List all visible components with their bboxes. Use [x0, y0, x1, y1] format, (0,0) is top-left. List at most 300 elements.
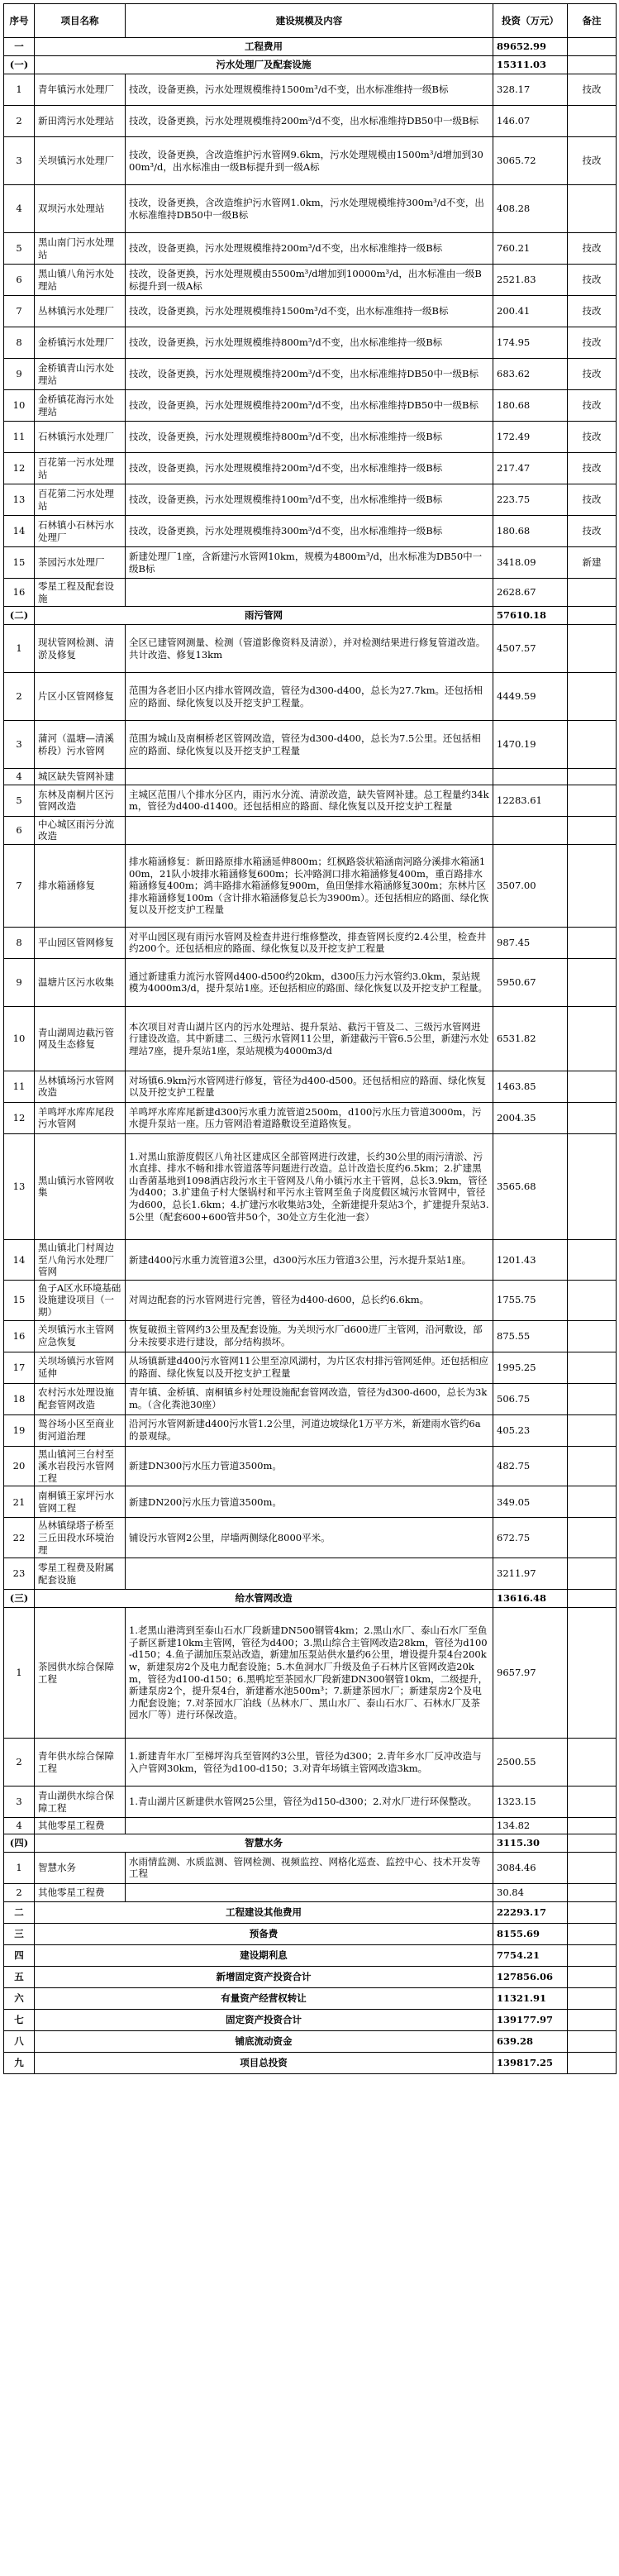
table-row	[4, 1006, 617, 1071]
cell-content: 技改，设备更换，含改造维护污水管网1.0km，污水处理规模维持300m³/d不变，出水标准维持DB50中一级B标	[126, 185, 493, 233]
cell-name: 黑山镇河三台村至溪水岩段污水管网工程	[35, 1446, 126, 1486]
cell-note: 技改	[568, 137, 617, 185]
cell-note	[568, 1558, 617, 1590]
cell-name: 青年镇污水处理厂	[35, 74, 126, 106]
cell-amount: 12283.61	[493, 785, 568, 816]
cell-content: 预备费	[35, 1923, 493, 1944]
cell-no: 12	[4, 453, 35, 484]
cell-content: 建设期利息	[35, 1944, 493, 1966]
cell-no: 1	[4, 1852, 35, 1883]
cell-name: 丛林镇污水处理厂	[35, 296, 126, 327]
cell-note	[568, 673, 617, 721]
cell-content: 新建d400污水重力流管道3公里，d300污水压力管道3公里，污水提升泵站1座。	[126, 1239, 493, 1280]
cell-no: 8	[4, 327, 35, 359]
table-row	[4, 1320, 617, 1352]
cell-no: 5	[4, 785, 35, 816]
table-row	[4, 927, 617, 958]
cell-name: 零星工程及配套设施	[35, 579, 126, 607]
cell-amount: 13616.48	[493, 1590, 568, 1608]
cell-amount: 172.49	[493, 422, 568, 453]
cell-amount: 139817.25	[493, 2052, 568, 2073]
table-row	[4, 1883, 617, 1901]
cell-content: 技改，设备更换，污水处理规模由5500m³/d增加到10000m³/d，出水标准由一级B标提升到一级A标	[126, 265, 493, 296]
table-row	[4, 1383, 617, 1414]
cell-name: 青山湖供水综合保障工程	[35, 1787, 126, 1818]
table-row	[4, 137, 617, 185]
cell-note	[568, 579, 617, 607]
table-row	[4, 74, 617, 106]
cell-content: 技改，设备更换，含改造维护污水管网9.6km，污水处理规模由1500m³/d增加到3000m³/d，出水标准由一级B标提升到一级A标	[126, 137, 493, 185]
table-row	[4, 327, 617, 359]
cell-no: 六	[4, 1987, 35, 2009]
table-row	[4, 453, 617, 484]
cell-no: 4	[4, 1818, 35, 1834]
table-row	[4, 844, 617, 927]
header-amount: 投资（万元）	[493, 4, 568, 38]
cell-name: 蒲河（温塘—清溪桥段）污水管网	[35, 721, 126, 769]
table-row	[4, 1608, 617, 1739]
cell-content: 范围为各老旧小区内排水管网改造，管径为d300-d400，总长为27.7km。还包括相应的路面、绿化恢复以及开挖支护工程量。	[126, 673, 493, 721]
cell-name: 黑山南门污水处理站	[35, 233, 126, 265]
section-row	[4, 1590, 617, 1608]
cell-amount: 672.75	[493, 1518, 568, 1558]
cell-name: 百花第二污水处理站	[35, 484, 126, 516]
cell-content: 有量资产经营权转让	[35, 1987, 493, 2009]
cell-name: 黑山镇污水管网收集	[35, 1133, 126, 1239]
cell-amount: 405.23	[493, 1414, 568, 1446]
cell-amount: 3115.30	[493, 1834, 568, 1852]
cell-note	[568, 927, 617, 958]
table-row	[4, 265, 617, 296]
investment-table-sheet	[3, 3, 616, 2074]
cell-content: 技改，设备更换，污水处理规模维持1500m³/d不变，出水标准维持一级B标	[126, 74, 493, 106]
table-row	[4, 1352, 617, 1383]
cell-amount: 3211.97	[493, 1558, 568, 1590]
investment-table	[3, 3, 617, 2074]
cell-note	[568, 1486, 617, 1518]
cell-no: 18	[4, 1383, 35, 1414]
cell-content: 技改，设备更换，污水处理规模维持200m³/d不变，出水标准维持一级B标	[126, 453, 493, 484]
cell-no: 4	[4, 185, 35, 233]
cell-amount: 482.75	[493, 1446, 568, 1486]
cell-content: 从场镇新建d400污水管网11公里至凉风湖村，为片区农村排污管网延伸。还包括相应的路面、绿化恢复以及开挖支护工程量	[126, 1352, 493, 1383]
cell-content: 智慧水务	[35, 1834, 493, 1852]
cell-name: 金桥镇青山污水处理站	[35, 359, 126, 390]
cell-name: 城区缺失管网补建	[35, 769, 126, 785]
cell-content: 技改，设备更换，污水处理规模维持100m³/d不变，出水标准维持一级B标	[126, 484, 493, 516]
cell-content: 技改，设备更换，污水处理规模维持300m³/d不变，出水标准维持一级B标	[126, 516, 493, 547]
cell-note	[568, 1787, 617, 1818]
cell-note	[568, 1818, 617, 1834]
cell-note: 技改	[568, 359, 617, 390]
cell-no: 11	[4, 422, 35, 453]
cell-amount: 15311.03	[493, 56, 568, 74]
table-row	[4, 769, 617, 785]
cell-note	[568, 958, 617, 1006]
cell-amount: 1995.25	[493, 1352, 568, 1383]
cell-amount: 127856.06	[493, 1966, 568, 1987]
cell-content: 青年镇、金桥镇、南桐镇乡村处理设施配套管网改造，管径为d300-d600，总长为3km。（含化粪池30座）	[126, 1383, 493, 1414]
cell-note	[568, 1133, 617, 1239]
cell-no: 9	[4, 359, 35, 390]
cell-note	[568, 1987, 617, 2009]
cell-content: 固定资产投资合计	[35, 2009, 493, 2030]
cell-note	[568, 1739, 617, 1787]
table-row	[4, 1280, 617, 1320]
cell-note	[568, 1852, 617, 1883]
table-row	[4, 1739, 617, 1787]
cell-no: 23	[4, 1558, 35, 1590]
cell-no: 8	[4, 927, 35, 958]
table-row	[4, 390, 617, 422]
cell-content: 工程费用	[35, 38, 493, 56]
cell-name: 温塘片区污水收集	[35, 958, 126, 1006]
cell-name: 双坝污水处理站	[35, 185, 126, 233]
cell-no: 6	[4, 816, 35, 844]
cell-content: 新建DN200污水压力管道3500m。	[126, 1486, 493, 1518]
cell-amount: 987.45	[493, 927, 568, 958]
table-row	[4, 1787, 617, 1818]
cell-content: 恢复破损主管网约3公里及配套设施。为关坝污水厂d600进厂主管网，沿河敷设，部分未按要求进行建设，部分结构损坏。	[126, 1320, 493, 1352]
cell-content: 技改，设备更换，污水处理规模维持800m³/d不变，出水标准维持一级B标	[126, 422, 493, 453]
table-row	[4, 1486, 617, 1518]
cell-note	[568, 2030, 617, 2052]
cell-note: 技改	[568, 233, 617, 265]
cell-content: 水雨情监测、水质监测、管网检测、视频监控、网格化巡查、监控中心、技术开发等工程	[126, 1852, 493, 1883]
cell-content: 对平山园区现有雨污水管网及检查井进行维修整改，排查管网长度约2.4公里，检查井约200个。还包括相应的路面、绿化恢复以及开挖支护工程量	[126, 927, 493, 958]
cell-amount: 4449.59	[493, 673, 568, 721]
cell-no: 16	[4, 579, 35, 607]
cell-note: 新建	[568, 547, 617, 579]
table-row	[4, 359, 617, 390]
table-row	[4, 484, 617, 516]
cell-content: 铺底流动资金	[35, 2030, 493, 2052]
cell-no: 11	[4, 1071, 35, 1102]
cell-note: 技改	[568, 422, 617, 453]
cell-note	[568, 1923, 617, 1944]
cell-amount: 3565.68	[493, 1133, 568, 1239]
header-name: 项目名称	[35, 4, 126, 38]
cell-note: 技改	[568, 74, 617, 106]
cell-note	[568, 1280, 617, 1320]
cell-amount: 1323.15	[493, 1787, 568, 1818]
cell-content: 新增固定资产投资合计	[35, 1966, 493, 1987]
cell-content: 新建处理厂1座，含新建污水管网10km，规模为4800m³/d，出水标准为DB50中一级B标	[126, 547, 493, 579]
table-row	[4, 296, 617, 327]
cell-no: 9	[4, 958, 35, 1006]
cell-name: 现状管网检测、清淤及修复	[35, 625, 126, 673]
cell-note: 技改	[568, 453, 617, 484]
cell-amount: 200.41	[493, 296, 568, 327]
cell-name: 关坝镇污水处理厂	[35, 137, 126, 185]
cell-amount: 2500.55	[493, 1739, 568, 1787]
cell-note	[568, 1071, 617, 1102]
cell-name: 茶园供水综合保障工程	[35, 1608, 126, 1739]
cell-no: 五	[4, 1966, 35, 1987]
cell-name: 石林镇小石林污水处理厂	[35, 516, 126, 547]
cell-name: 茶园污水处理厂	[35, 547, 126, 579]
cell-note	[568, 721, 617, 769]
cell-amount: 506.75	[493, 1383, 568, 1414]
cell-content: 项目总投资	[35, 2052, 493, 2073]
cell-amount: 134.82	[493, 1818, 568, 1834]
cell-no: 7	[4, 296, 35, 327]
cell-name: 其他零星工程费	[35, 1883, 126, 1901]
cell-amount: 5950.67	[493, 958, 568, 1006]
cell-note	[568, 1883, 617, 1901]
cell-amount: 57610.18	[493, 607, 568, 625]
cell-note	[568, 1966, 617, 1987]
cell-amount: 9657.97	[493, 1608, 568, 1739]
header-content: 建设规模及内容	[126, 4, 493, 38]
cell-no: (三)	[4, 1590, 35, 1608]
total-row	[4, 1923, 617, 1944]
cell-note	[568, 1320, 617, 1352]
cell-no: 4	[4, 769, 35, 785]
cell-amount: 683.62	[493, 359, 568, 390]
cell-amount: 1201.43	[493, 1239, 568, 1280]
cell-content: 1.青山湖片区新建供水管网25公里，管径为d150-d300；2.对水厂进行环保整改。	[126, 1787, 493, 1818]
cell-amount: 760.21	[493, 233, 568, 265]
cell-content: 给水管网改造	[35, 1590, 493, 1608]
cell-content: 1.老黑山港湾到至泰山石水厂段新建DN500钢管4km；2.黑山水厂、泰山石水厂至鱼子新区新建10km主管网，管径为d400；3.黑山综合主管网改造28km，管径为d100-d150；4.鱼子湖加压泵站改造，新建加压泵站供水量约6公里，增设提升泵4台200kw，新建泵房2个及电力配套设施；5.木鱼洞水厂升级及鱼子石林片区管网改造20km，管径为d100-d150；6.黑鸭坨至茶园水厂段新建DN300钢管10km，二级提升，新建泵房2个，提升泵4台，新建蓄水池500m³；7.新建茶园水厂；新建泵房2个及电力配套设施；7.对茶园水厂泊线（丛林水厂、黑山水厂、泰山石水厂、石林水厂及茶园水厂等）进行环保改造。	[126, 1608, 493, 1739]
table-row	[4, 1818, 617, 1834]
cell-name: 百花第一污水处理站	[35, 453, 126, 484]
cell-note: 技改	[568, 296, 617, 327]
cell-no: 2	[4, 1739, 35, 1787]
cell-amount: 639.28	[493, 2030, 568, 2052]
header-row	[4, 4, 617, 38]
cell-content: 工程建设其他费用	[35, 1901, 493, 1923]
cell-amount: 2004.35	[493, 1102, 568, 1133]
cell-amount: 139177.97	[493, 2009, 568, 2030]
cell-no: 10	[4, 1006, 35, 1071]
cell-name: 关坝场镇污水管网延伸	[35, 1352, 126, 1383]
total-row	[4, 38, 617, 56]
cell-note	[568, 1446, 617, 1486]
cell-name: 南桐镇王家坪污水管网工程	[35, 1486, 126, 1518]
cell-name: 其他零星工程费	[35, 1818, 126, 1834]
cell-note	[568, 1006, 617, 1071]
cell-note	[568, 625, 617, 673]
cell-note	[568, 1608, 617, 1739]
cell-no: 16	[4, 1320, 35, 1352]
cell-no: 2	[4, 1883, 35, 1901]
cell-note	[568, 844, 617, 927]
cell-amount	[493, 769, 568, 785]
cell-no: 7	[4, 844, 35, 927]
cell-note	[568, 816, 617, 844]
cell-note	[568, 38, 617, 56]
cell-name: 黑山镇八角污水处理站	[35, 265, 126, 296]
cell-amount: 1470.19	[493, 721, 568, 769]
cell-no: 3	[4, 721, 35, 769]
cell-note	[568, 106, 617, 137]
cell-content: 技改，设备更换，污水处理规模维持200m³/d不变，出水标准维持DB50中一级B标	[126, 390, 493, 422]
table-row	[4, 673, 617, 721]
cell-note	[568, 56, 617, 74]
cell-no: 七	[4, 2009, 35, 2030]
cell-amount: 3507.00	[493, 844, 568, 927]
table-row	[4, 625, 617, 673]
cell-note	[568, 1834, 617, 1852]
table-row	[4, 1852, 617, 1883]
cell-no: 3	[4, 1787, 35, 1818]
total-row	[4, 1901, 617, 1923]
cell-no: 17	[4, 1352, 35, 1383]
table-row	[4, 785, 617, 816]
cell-amount: 349.05	[493, 1486, 568, 1518]
cell-amount: 7754.21	[493, 1944, 568, 1966]
table-body	[4, 4, 617, 2074]
cell-content: 技改，设备更换，污水处理规模维持200m³/d不变，出水标准维持一级B标	[126, 233, 493, 265]
cell-content: 全区已建管网测量、检测（管道影像资料及清淤），并对检测结果进行修复管道改造。共计改造、修复13km	[126, 625, 493, 673]
cell-amount: 8155.69	[493, 1923, 568, 1944]
cell-content: 羊鸣坪水库库尾新建d300污水重力流管道2500m，d100污水压力管道3000m，污水提升泵站一座。压力管网沿着道路敷设至道路恢复。	[126, 1102, 493, 1133]
cell-no: 二	[4, 1901, 35, 1923]
cell-content: 技改，设备更换，污水处理规模维持200m³/d不变，出水标准维持DB50中一级B标	[126, 106, 493, 137]
cell-note	[568, 785, 617, 816]
table-row	[4, 422, 617, 453]
cell-note	[568, 1518, 617, 1558]
cell-name: 丛林镇绿塔子桥至三丘田段水环境治理	[35, 1518, 126, 1558]
cell-no: 10	[4, 390, 35, 422]
cell-note	[568, 2052, 617, 2073]
table-row	[4, 106, 617, 137]
cell-amount: 223.75	[493, 484, 568, 516]
header-no: 序号	[4, 4, 35, 38]
cell-amount: 328.17	[493, 74, 568, 106]
cell-note	[568, 1590, 617, 1608]
cell-no: 15	[4, 1280, 35, 1320]
cell-content: 对场镇6.9km污水管网进行修复，管径为d400-d500。还包括相应的路面、绿化恢复以及开挖支护工程量	[126, 1071, 493, 1102]
cell-name: 石林镇污水处理厂	[35, 422, 126, 453]
cell-content: 沿河污水管网新建d400污水管1.2公里，河道边坡绿化1万平方米，新建雨水管约6a的景观绿。	[126, 1414, 493, 1446]
cell-no: 九	[4, 2052, 35, 2073]
cell-content: 对周边配套的污水管网进行完善，管径为d400-d600，总长约6.6km。	[126, 1280, 493, 1320]
cell-name: 关坝镇污水主管网应急恢复	[35, 1320, 126, 1352]
cell-note	[568, 607, 617, 625]
cell-name: 羊鸣坪水库库尾段污水管网	[35, 1102, 126, 1133]
cell-no: 15	[4, 547, 35, 579]
cell-note	[568, 1414, 617, 1446]
cell-amount: 146.07	[493, 106, 568, 137]
section-row	[4, 1834, 617, 1852]
section-row	[4, 56, 617, 74]
cell-amount: 6531.82	[493, 1006, 568, 1071]
cell-no: 13	[4, 1133, 35, 1239]
cell-content	[126, 1558, 493, 1590]
cell-content	[126, 1818, 493, 1834]
cell-no: 14	[4, 1239, 35, 1280]
cell-no: 1	[4, 74, 35, 106]
cell-amount: 22293.17	[493, 1901, 568, 1923]
cell-content: 范围为城山及南桐桥老区管网改造，管径为d300-d400，总长为7.5公里。还包括相应的路面、绿化恢复以及开挖支护工程量	[126, 721, 493, 769]
cell-no: 19	[4, 1414, 35, 1446]
cell-no: 22	[4, 1518, 35, 1558]
cell-note	[568, 769, 617, 785]
total-row	[4, 1966, 617, 1987]
cell-amount: 408.28	[493, 185, 568, 233]
cell-content: 技改，设备更换，污水处理规模维持200m³/d不变，出水标准维持DB50中一级B标	[126, 359, 493, 390]
table-row	[4, 1558, 617, 1590]
cell-no: 14	[4, 516, 35, 547]
cell-amount: 4507.57	[493, 625, 568, 673]
cell-name: 鱼子A区水环境基础设施建设项目（一期）	[35, 1280, 126, 1320]
cell-amount: 180.68	[493, 516, 568, 547]
cell-content: 本次项目对青山湖片区内的污水处理站、提升泵站、截污干管及二、三级污水管网进行建设改造。其中新建二、三级污水管网11公里，新建截污干管6.5公里，新建污水处理站7座，提升泵站1座，泵站规模为4000m3/d	[126, 1006, 493, 1071]
cell-amount: 3084.46	[493, 1852, 568, 1883]
cell-amount: 3418.09	[493, 547, 568, 579]
table-row	[4, 1133, 617, 1239]
total-row	[4, 2052, 617, 2073]
cell-note: 技改	[568, 390, 617, 422]
cell-content	[126, 769, 493, 785]
cell-no: 21	[4, 1486, 35, 1518]
table-row	[4, 579, 617, 607]
cell-no: 三	[4, 1923, 35, 1944]
cell-note	[568, 1352, 617, 1383]
cell-amount: 30.84	[493, 1883, 568, 1901]
total-row	[4, 2009, 617, 2030]
cell-amount: 875.55	[493, 1320, 568, 1352]
cell-content: 排水箱涵修复：新田路原排水箱涵延伸800m；红枫路袋状箱涵南河路分溪排水箱涵100m，21队小坡排水箱涵修复600m；长冲路洞口排水箱涵修复400m，重百路排水箱涵修复400m；鸿丰路排水箱涵修复900m，鱼田堡排水箱涵修复300m；东林片区排水箱涵修复100m（含计排水箱涵修复总长为3900m）。还包括相应的路面、绿化恢复以及开挖支护工程量	[126, 844, 493, 927]
cell-name: 青年供水综合保障工程	[35, 1739, 126, 1787]
cell-note	[568, 185, 617, 233]
cell-content: 1.新建青年水厂至梯坪沟兵至管网约3公里，管径为d300；2.青年乡水厂反冲改造与入户管网30km，管径为d100-d150；3.对青年场镇主管网改造3km。	[126, 1739, 493, 1787]
cell-amount	[493, 816, 568, 844]
cell-note	[568, 1901, 617, 1923]
cell-no: (二)	[4, 607, 35, 625]
cell-no: 一	[4, 38, 35, 56]
cell-name: 东林及南桐片区污管网改造	[35, 785, 126, 816]
cell-content: 技改，设备更换，污水处理规模维持800m³/d不变，出水标准维持一级B标	[126, 327, 493, 359]
cell-note: 技改	[568, 265, 617, 296]
cell-note	[568, 1102, 617, 1133]
cell-name: 排水箱涵修复	[35, 844, 126, 927]
cell-content: 1.对黑山旅游度假区八角社区建成区全部管网进行改建，长约30公里的雨污清淤、污水直排、排水不畅和排水管道落等问题进行改造。总计改造长度约6.5km；2.扩建黑山香菌基地到1098酒店段污水主干管网及八角小镇污水主干管网，总长3.9km，管径为d400；3.扩建鱼子村大堡锅村和平污水主管网至鱼子岗度假区城污水管网中，管径为d600，总长1.6km；4.扩建污水收集站3处，全新建提升泵站3个，扩建提升泵站3.5公里（配套600+600管井50个，30处立方生化池一套）	[126, 1133, 493, 1239]
cell-note	[568, 2009, 617, 2030]
cell-name: 零星工程费及附属配套设施	[35, 1558, 126, 1590]
cell-content: 新建DN300污水压力管道3500m。	[126, 1446, 493, 1486]
cell-name: 片区小区管网修复	[35, 673, 126, 721]
table-row	[4, 185, 617, 233]
table-row	[4, 1239, 617, 1280]
cell-note	[568, 1239, 617, 1280]
cell-amount: 89652.99	[493, 38, 568, 56]
cell-amount: 2521.83	[493, 265, 568, 296]
cell-no: 20	[4, 1446, 35, 1486]
cell-content: 铺设污水管网2公里，岸墙两侧绿化8000平米。	[126, 1518, 493, 1558]
cell-content	[126, 1883, 493, 1901]
cell-no: 3	[4, 137, 35, 185]
table-row	[4, 1102, 617, 1133]
cell-amount: 174.95	[493, 327, 568, 359]
cell-name: 黑山镇北门村周边至八角污水处理厂管网	[35, 1239, 126, 1280]
cell-no: 6	[4, 265, 35, 296]
table-row	[4, 233, 617, 265]
cell-name: 农村污水处理设施配套管网改造	[35, 1383, 126, 1414]
table-row	[4, 1518, 617, 1558]
cell-name: 中心城区雨污分流改造	[35, 816, 126, 844]
cell-content: 污水处理厂及配套设施	[35, 56, 493, 74]
cell-name: 青山湖周边截污管网及生态修复	[35, 1006, 126, 1071]
cell-no: 2	[4, 106, 35, 137]
total-row	[4, 1944, 617, 1966]
cell-amount: 1755.75	[493, 1280, 568, 1320]
cell-amount: 2628.67	[493, 579, 568, 607]
cell-amount: 11321.91	[493, 1987, 568, 2009]
